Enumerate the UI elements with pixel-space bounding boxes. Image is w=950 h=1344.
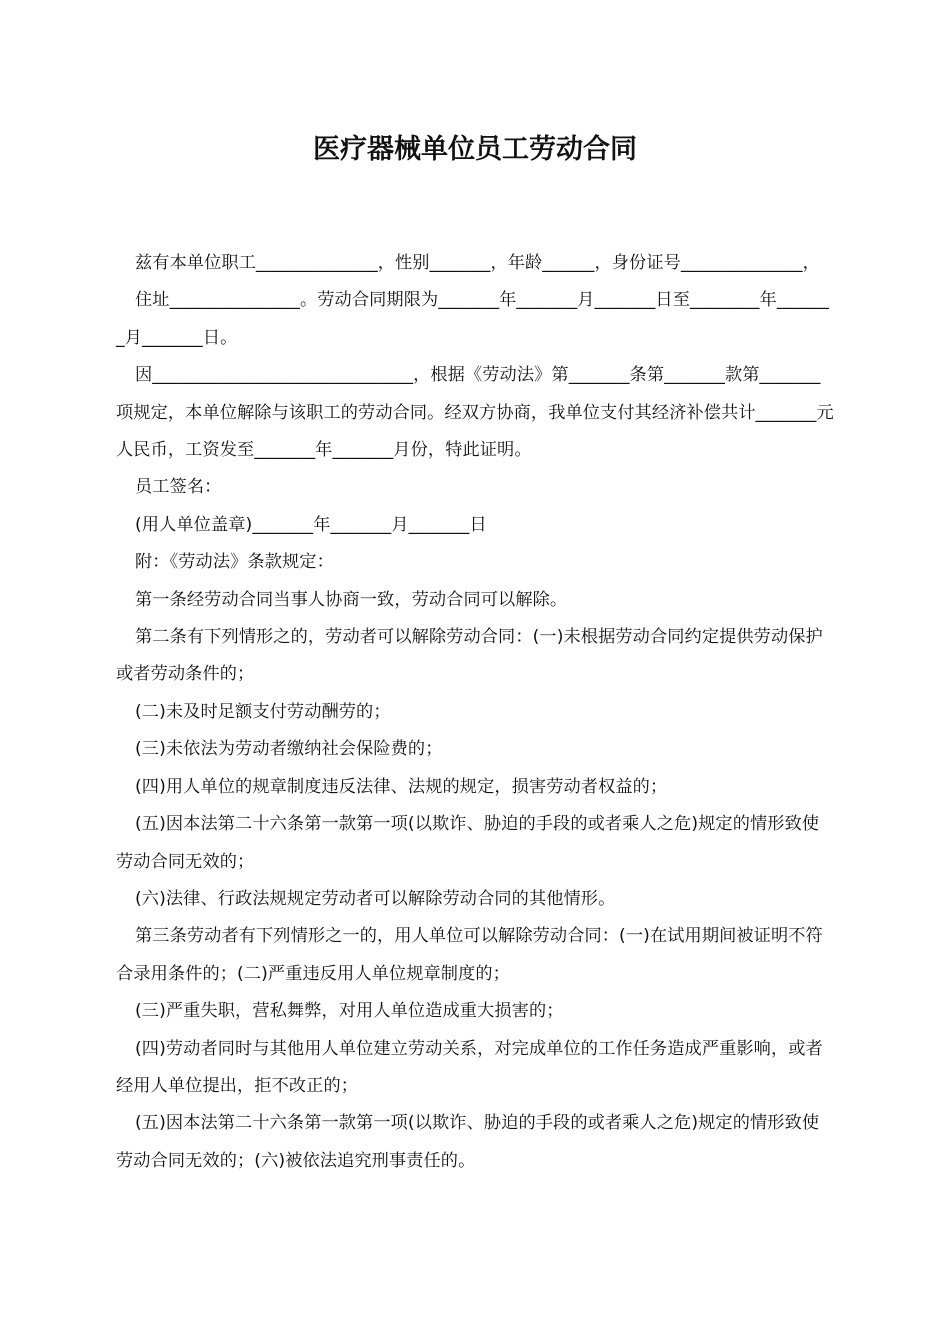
paragraph-article-3-item-3: (三)严重失职，营私舞弊，对用人单位造成重大损害的； — [135, 1001, 564, 1022]
paragraph-article-3-item-5-6: (五)因本法第二十六条第一款第一项(以欺诈、胁迫的手段的或者乘人之危)规定的情形致使劳动合同无效的；(六)被依法追究刑事责任的。 — [116, 1113, 820, 1171]
paragraph-article-3-item-4: (四)劳动者同时与其他用人单位建立劳动关系，对完成单位的工作任务造成严重影响，或者经用人单位提出，拒不改正的； — [116, 1038, 823, 1096]
document-body — [116, 245, 836, 1180]
paragraph-article-1: 第一条经劳动合同当事人协商一致，劳动合同可以解除。 — [135, 589, 568, 610]
paragraph-article-2-item-4: (四)用人单位的规章制度违反法律、法规的规定，损害劳动者权益的； — [135, 776, 668, 797]
paragraph-article-3: 第三条劳动者有下列情形之一的，用人单位可以解除劳动合同：(一)在试用期间被证明不符合录用条件的；(二)严重违反用人单位规章制度的； — [116, 926, 823, 984]
paragraph-article-2-item-5: (五)因本法第二十六条第一款第一项(以欺诈、胁迫的手段的或者乘人之危)规定的情形致使劳动合同无效的； — [116, 814, 820, 872]
paragraph-employer-seal: (用人单位盖章)_______年_______月_______日 — [135, 514, 487, 535]
document-title: 医疗器械单位员工劳动合同 — [313, 134, 637, 165]
paragraph-employee-info: 兹有本单位职工______________，性别_______，年龄______，身份证号______________， — [135, 253, 820, 273]
paragraph-address-term: 住址_______________。劳动合同期限为_______年_______月_______日至________年_______月_______日。 — [116, 290, 830, 348]
paragraph-termination-reason: 因______________________________，根据《劳动法》第_______条第_______款第_______项规定，本单位解除与该职工的劳动合同。经双方协商，我单位支付其经济补偿共计_______元人民币，工资发至_______年_______月份，特此证明。 — [116, 365, 834, 461]
paragraph-article-2-item-2: (二)未及时足额支付劳动酬劳的； — [135, 701, 391, 722]
paragraph-employee-signature: 员工签名： — [135, 477, 222, 498]
paragraph-article-2-item-3: (三)未依法为劳动者缴纳社会保险费的； — [135, 739, 443, 760]
paragraph-article-2: 第二条有下列情形之的，劳动者可以解除劳动合同：(一)未根据劳动合同约定提供劳动保护或者劳动条件的； — [116, 627, 823, 685]
paragraph-appendix-heading: 附：《劳动法》条款规定： — [135, 552, 334, 573]
paragraph-article-2-item-6: (六)法律、行政法规规定劳动者可以解除劳动合同的其他情形。 — [135, 888, 616, 909]
